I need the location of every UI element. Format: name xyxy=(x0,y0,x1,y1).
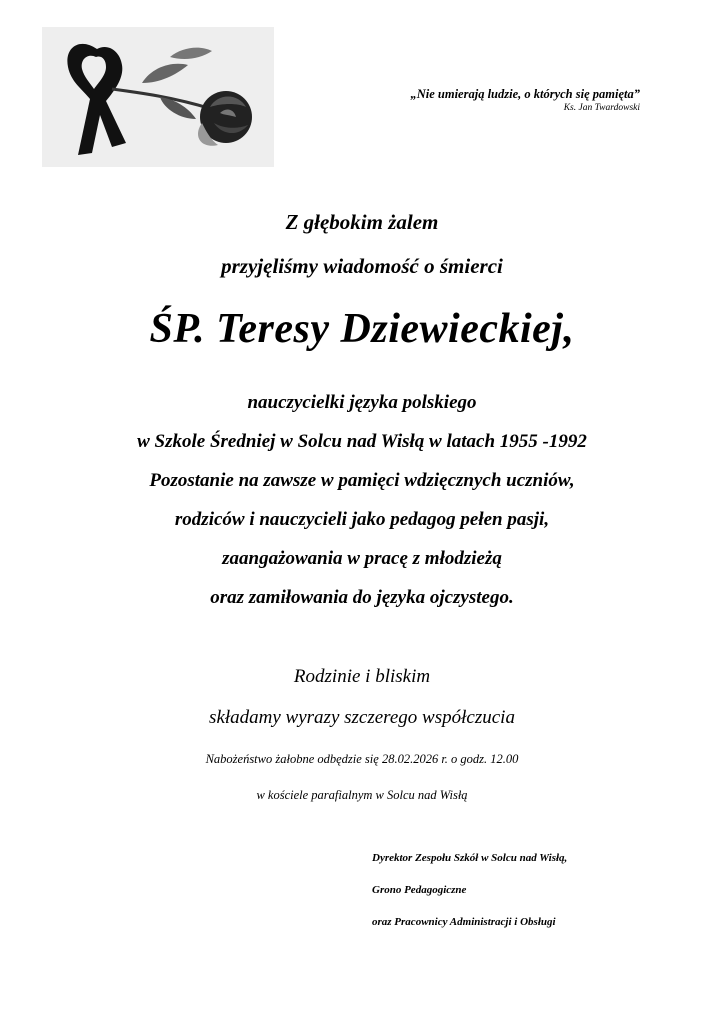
body-line-3: Pozostanie na zawsze w pamięci wdzięcznych uczniów, xyxy=(149,470,575,491)
quote-author: Ks. Jan Twardowski xyxy=(563,103,640,113)
body-line-6: oraz zamiłowania do języka ojczystego. xyxy=(210,587,514,608)
condolence-line-2: składamy wyrazy szczerego współczucia xyxy=(209,707,515,728)
body-line-4: rodziców i nauczycieli jako pedagog pełen pasji, xyxy=(174,509,550,530)
intro-line-2: przyjęliśmy wiadomość o śmierci xyxy=(221,254,503,278)
signature-line-2: Grono Pedagogiczne xyxy=(372,884,467,896)
signature-line-1: Dyrektor Zespołu Szkół w Solcu nad Wisłą, xyxy=(372,852,568,864)
deceased-name: ŚP. Teresy Dziewieckiej, xyxy=(149,306,575,352)
intro-line-1: Z głębokim żalem xyxy=(285,210,439,234)
memorial-quote: „Nie umierają ludzie, o których się pamięta” xyxy=(410,87,640,101)
black-ribbon-with-rose-icon xyxy=(42,27,274,167)
body-line-2: w Szkole Średniej w Solcu nad Wisłą w latach 1955 -1992 xyxy=(137,431,587,452)
service-time: Nabożeństwo żałobne odbędzie się 28.02.2026 r. o godz. 12.00 xyxy=(205,752,519,766)
body-line-1: nauczycielki języka polskiego xyxy=(247,392,477,413)
signature-line-3: oraz Pracownicy Administracji i Obsługi xyxy=(372,916,556,928)
service-place: w kościele parafialnym w Solcu nad Wisłą xyxy=(256,788,468,802)
body-line-5: zaangażowania w pracę z młodzieżą xyxy=(222,548,502,569)
condolence-line-1: Rodzinie i bliskim xyxy=(293,666,431,687)
